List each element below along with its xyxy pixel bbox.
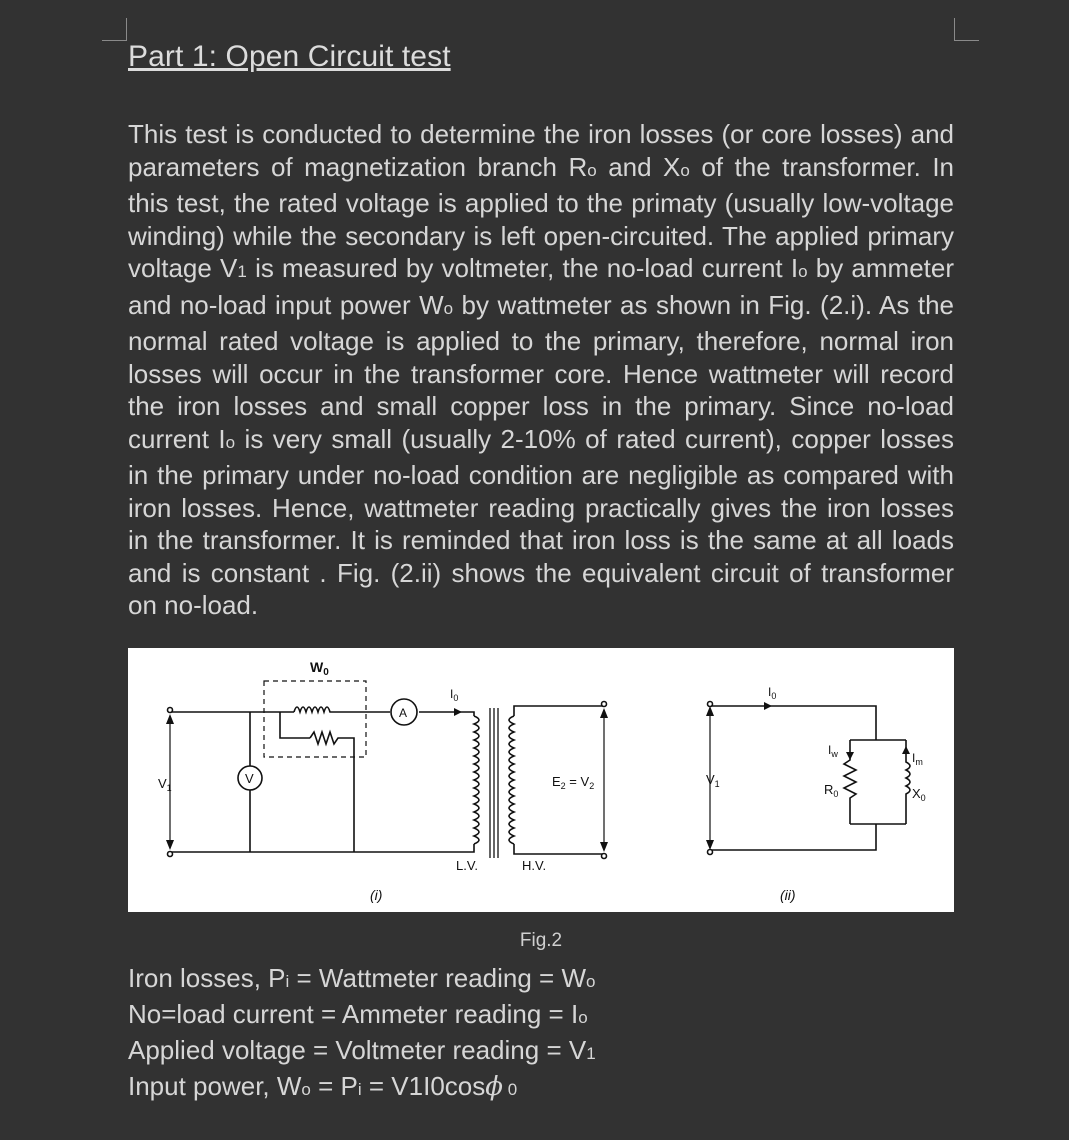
primary-winding-icon: [474, 716, 479, 844]
r0-label: $R_0$: [824, 782, 839, 799]
svg-text:A: A: [399, 706, 408, 720]
circuit-diagram: [128, 648, 954, 912]
section-heading: Part 1: Open Circuit test: [128, 40, 451, 73]
open-circuit-test-circuit: [158, 659, 608, 903]
wattmeter-label: $W_0$: [310, 659, 329, 678]
equations-block: [128, 962, 596, 1106]
secondary-winding-icon: [509, 716, 514, 844]
iw-label: $I_w$: [828, 743, 838, 759]
eq-v1-label: $V_1$: [706, 772, 720, 789]
svg-text:V: V: [245, 771, 254, 786]
equation-input-power: Input power, Wo = Pi = V1I0cosϕ 0: [128, 1071, 518, 1102]
hv-label: H.V.: [522, 858, 547, 873]
body-paragraph: This test is conducted to determine the iron losses (or core losses) and parameters of magnetization branch Ro and Xo of the transformer. In this test, the rated voltage is applied to the primaty (usually low-voltage winding) while the secondary is left open-circuited. The applied primary voltage V1 is measured by voltmeter, the no-load current Io by ammeter and no-load input power Wo by wattmeter as shown in Fig. (2.i). As the normal rated voltage is applied to the primary, therefore, normal iron losses will occur in the transformer core. Hence wattmeter will record the iron losses and small copper loss in the primary. Since no-load current Io is very small (usually 2-10% of rated current), copper losses in the primary under no-load condition are negligible as compared with iron losses. Hence, wattmeter reading practically gives the iron losses in the transformer. It is reminded that iron loss is the same at all loads and is constant . Fig. (2.ii) shows the equivalent circuit of transformer on no-load.: [128, 119, 955, 620]
page-corner-mark-left: [102, 18, 127, 41]
circuit-figure: [128, 648, 954, 912]
x0-label: $X_0$: [912, 786, 926, 803]
current-label: $I_0$: [450, 687, 459, 703]
figure-caption: Fig.2: [519, 930, 563, 951]
pressure-coil-icon: [310, 732, 354, 852]
equation-iron-losses: Iron losses, Pi = Wattmeter reading = Wo: [128, 963, 596, 993]
lv-label: L.V.: [456, 858, 478, 873]
no-load-equivalent-circuit: [706, 685, 926, 903]
e2-v2-label: $E_2 = V_2$: [552, 774, 595, 791]
page-corner-mark-right: [954, 18, 979, 41]
eq-current-label: $I_0$: [768, 685, 777, 701]
v1-label: $V_1$: [158, 776, 172, 793]
equation-no-load-current: No=load current = Ammeter reading = Io: [128, 999, 588, 1029]
part-i-label: (i): [370, 887, 383, 903]
current-coil-icon: [294, 707, 336, 712]
part-ii-label: (ii): [780, 887, 796, 903]
im-label: $I_m$: [912, 751, 923, 767]
equation-applied-voltage: Applied voltage = Voltmeter reading = V1: [128, 1035, 596, 1065]
